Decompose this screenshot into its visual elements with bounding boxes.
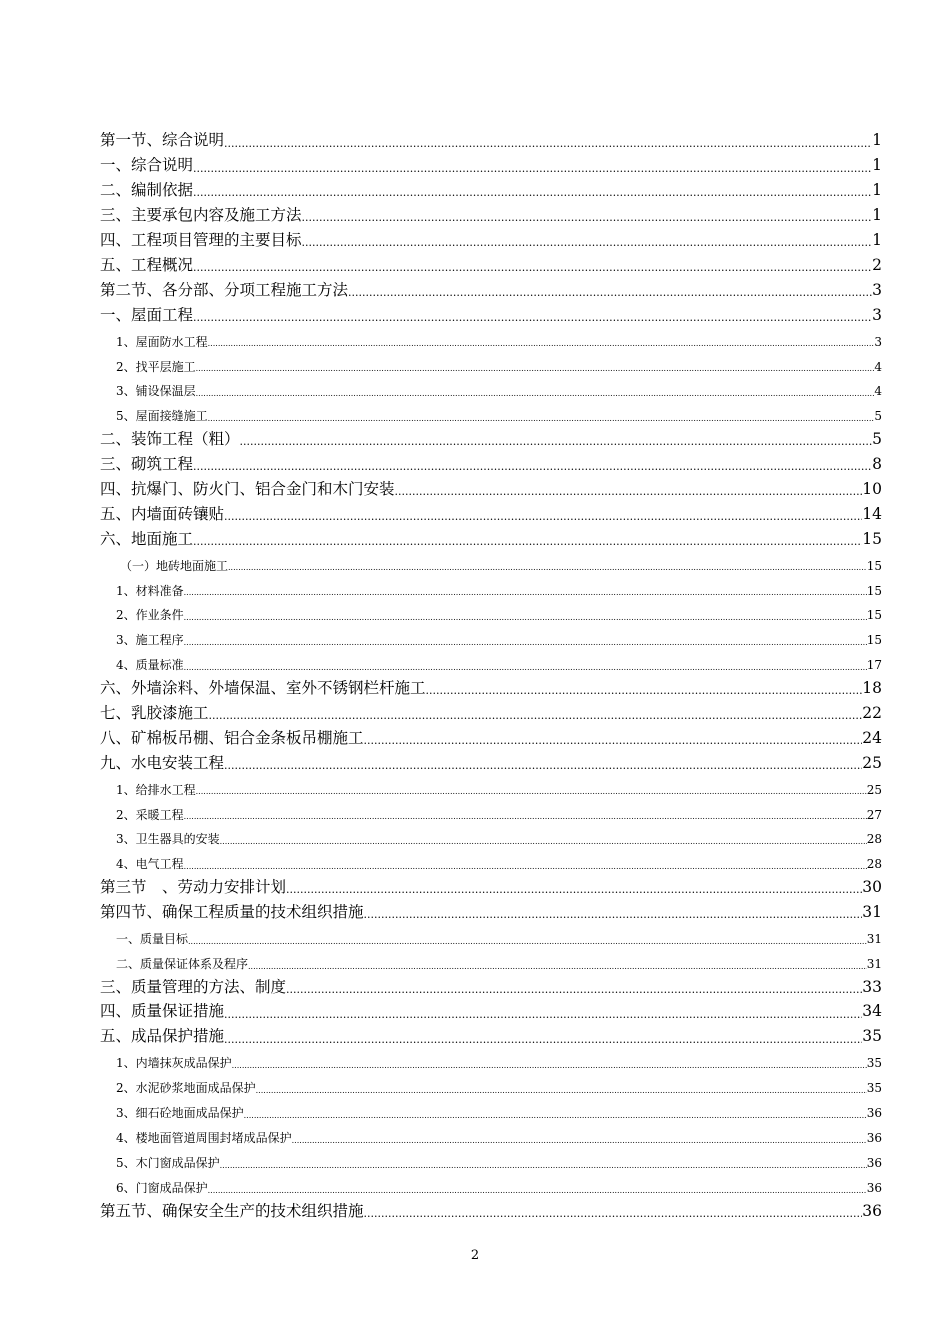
toc-entry[interactable]: [100, 1170, 882, 1195]
toc-entry[interactable]: [100, 1046, 882, 1071]
toc-entry-page: 15: [866, 558, 882, 573]
toc-entry-title: 1、屋面防水工程: [116, 334, 208, 349]
toc-dot-leader: [248, 962, 867, 972]
toc-dot-leader: [224, 759, 862, 772]
toc-entry[interactable]: [100, 648, 882, 673]
toc-entry-title: 1、内墙抹灰成品保护: [116, 1056, 232, 1071]
toc-dot-leader: [364, 1207, 863, 1220]
toc-dot-leader: [348, 286, 872, 299]
toc-dot-leader: [193, 311, 872, 324]
toc-entry-title: 4、电气工程: [116, 857, 184, 872]
toc-dot-leader: [208, 339, 875, 349]
toc-dot-leader: [286, 983, 862, 996]
toc-entry-title: 5、屋面接缝施工: [116, 409, 208, 424]
toc-entry[interactable]: [100, 1071, 882, 1096]
toc-entry-title: 六、外墙涂料、外墙保温、室外不锈钢栏杆施工: [100, 678, 426, 697]
toc-entry-title: 1、材料准备: [116, 583, 184, 598]
toc-entry-title: 三、主要承包内容及施工方法: [100, 205, 302, 224]
toc-entry-title: 六、地面施工: [100, 529, 194, 548]
toc-dot-leader: [292, 1136, 867, 1146]
toc-entry[interactable]: [100, 1096, 882, 1121]
toc-entry-title: 4、质量标准: [116, 658, 184, 673]
toc-entry[interactable]: [100, 473, 882, 498]
toc-entry-page: 36: [866, 1156, 882, 1171]
toc-entry-page: 15: [862, 529, 882, 548]
toc-entry-page: 35: [866, 1081, 882, 1096]
toc-entry-title: 五、成品保护措施: [100, 1027, 225, 1046]
toc-entry[interactable]: [100, 822, 882, 847]
toc-entry[interactable]: [100, 175, 882, 200]
toc-dot-leader: [184, 588, 867, 598]
toc-dot-leader: [395, 485, 863, 498]
toc-entry[interactable]: [100, 274, 882, 299]
toc-dot-leader: [193, 186, 872, 199]
toc-dot-leader: [208, 1186, 867, 1196]
toc-entry-page: 36: [866, 1131, 882, 1146]
toc-dot-leader: [426, 684, 863, 697]
toc-entry-page: 1: [872, 131, 882, 150]
toc-entry[interactable]: [100, 1195, 882, 1220]
toc-entry-page: 36: [866, 1180, 882, 1195]
toc-entry[interactable]: [100, 722, 882, 747]
toc-entry-title: 4、楼地面管道周围封堵成品保护: [116, 1131, 292, 1146]
toc-dot-leader: [193, 460, 872, 473]
toc-entry-title: 八、矿棉板吊棚、铝合金条板吊棚施工: [100, 728, 364, 747]
toc-entry-page: 31: [862, 902, 882, 921]
toc-dot-leader: [184, 812, 867, 822]
toc-dot-leader: [220, 837, 867, 847]
toc-dot-leader: [184, 663, 867, 673]
toc-entry-title: 四、抗爆门、防火门、铝合金门和木门安装: [100, 479, 395, 498]
toc-entry-title: 一、综合说明: [100, 156, 194, 175]
toc-entry[interactable]: [100, 797, 882, 822]
toc-entry-title: 三、质量管理的方法、制度: [100, 977, 287, 996]
toc-dot-leader: [193, 535, 862, 548]
toc-entry-title: 6、门窗成品保护: [116, 1180, 208, 1195]
toc-entry[interactable]: [100, 523, 882, 548]
toc-entry-page: 31: [866, 932, 882, 946]
toc-entry[interactable]: [100, 1121, 882, 1146]
toc-dot-leader: [220, 1161, 867, 1171]
toc-entry-title: 第五节、确保安全生产的技术组织措施: [100, 1201, 364, 1220]
toc-entry[interactable]: [100, 324, 882, 349]
toc-entry-title: 四、质量保证措施: [100, 1002, 225, 1021]
page-number: 2: [470, 1248, 480, 1263]
toc-entry-page: 4: [874, 359, 882, 374]
toc-dot-leader: [224, 510, 862, 523]
toc-entry[interactable]: [100, 598, 882, 623]
toc-dot-leader: [184, 613, 867, 623]
toc-entry[interactable]: [100, 1021, 882, 1046]
toc-entry-title: 第三节 、劳动力安排计划: [100, 878, 287, 897]
toc-entry-page: 1: [872, 156, 882, 175]
toc-entry-page: 25: [866, 782, 882, 797]
toc-entry-page: 3: [872, 280, 882, 299]
toc-entry[interactable]: [100, 125, 882, 150]
toc-dot-leader: [224, 1008, 862, 1021]
toc-entry[interactable]: [100, 374, 882, 399]
toc-entry[interactable]: [100, 349, 882, 374]
toc-dot-leader: [196, 364, 875, 374]
toc-entry[interactable]: [100, 747, 882, 772]
toc-entry[interactable]: [100, 200, 882, 225]
toc-entry-title: 四、工程项目管理的主要目标: [100, 230, 302, 249]
toc-dot-leader: [302, 211, 873, 224]
toc-entry-title: 第四节、确保工程质量的技术组织措施: [100, 902, 364, 921]
toc-entry[interactable]: [100, 922, 882, 947]
toc-entry[interactable]: [100, 697, 882, 722]
toc-entry-page: 30: [862, 878, 882, 897]
toc-entry[interactable]: [100, 623, 882, 648]
toc-dot-leader: [188, 937, 867, 947]
toc-entry-page: 1: [872, 230, 882, 249]
toc-dot-leader: [184, 862, 867, 872]
toc-entry-title: 2、采暖工程: [116, 807, 184, 822]
toc-dot-leader: [208, 414, 875, 424]
toc-entry[interactable]: [100, 225, 882, 250]
toc-entry-title: 一、屋面工程: [100, 305, 194, 324]
toc-entry[interactable]: [100, 996, 882, 1021]
toc-entry[interactable]: [100, 150, 882, 175]
toc-dot-leader: [364, 734, 863, 747]
toc-entry-title: 3、铺设保温层: [116, 384, 196, 399]
toc-entry-page: 28: [866, 857, 882, 872]
toc-dot-leader: [302, 236, 873, 249]
toc-dot-leader: [224, 137, 872, 150]
toc-entry-title: 2、作业条件: [116, 608, 184, 623]
toc-entry[interactable]: [100, 249, 882, 274]
toc-dot-leader: [224, 1033, 862, 1046]
toc-dot-leader: [240, 435, 873, 448]
toc-entry-title: 2、找平层施工: [116, 359, 196, 374]
toc-entry-title: 第二节、各分部、分项工程施工方法: [100, 280, 349, 299]
toc-entry-page: 5: [872, 429, 882, 448]
toc-entry-page: 1: [872, 205, 882, 224]
toc-entry-title: （一）地砖地面施工: [120, 558, 229, 573]
toc-entry[interactable]: [100, 772, 882, 797]
toc-dot-leader: [196, 787, 867, 797]
toc-dot-leader: [286, 883, 862, 896]
toc-entry-title: 五、工程概况: [100, 255, 194, 274]
toc-entry-title: 5、木门窗成品保护: [116, 1156, 220, 1171]
toc-entry-title: 二、编制依据: [100, 181, 194, 200]
toc-entry[interactable]: [100, 399, 882, 424]
toc-entry-page: 14: [862, 504, 882, 523]
toc-entry-page: 36: [862, 1201, 882, 1220]
toc-entry[interactable]: [100, 573, 882, 598]
toc-entry-page: 17: [866, 658, 882, 673]
toc-entry-page: 15: [866, 583, 882, 598]
toc-entry[interactable]: [100, 1146, 882, 1171]
toc-dot-leader: [228, 563, 867, 573]
toc-entry[interactable]: [100, 498, 882, 523]
toc-entry[interactable]: [100, 449, 882, 474]
toc-entry-title: 二、质量保证体系及程序: [116, 956, 249, 971]
toc-dot-leader: [232, 1061, 867, 1071]
toc-dot-leader: [193, 261, 872, 274]
toc-entry[interactable]: [100, 299, 882, 324]
toc-entry-page: 1: [872, 181, 882, 200]
toc-entry-title: 九、水电安装工程: [100, 753, 225, 772]
toc-dot-leader: [193, 162, 872, 175]
toc-entry-page: 33: [862, 977, 882, 996]
toc-entry[interactable]: [100, 424, 882, 449]
toc-entry-title: 二、装饰工程（粗）: [100, 429, 240, 448]
toc-entry-title: 3、细石砼地面成品保护: [116, 1106, 244, 1121]
toc-entry-title: 3、施工程序: [116, 633, 184, 648]
toc-entry[interactable]: [100, 847, 882, 872]
toc-entry[interactable]: [100, 548, 882, 573]
toc-entry[interactable]: [100, 872, 882, 897]
toc-dot-leader: [209, 709, 863, 722]
toc-entry-title: 2、水泥砂浆地面成品保护: [116, 1081, 256, 1096]
toc-entry-page: 18: [862, 678, 882, 697]
toc-entry[interactable]: [100, 971, 882, 996]
toc-entry[interactable]: [100, 673, 882, 698]
toc-entry-title: 一、质量目标: [116, 932, 189, 946]
toc-entry-page: 34: [862, 1002, 882, 1021]
toc-entry[interactable]: [100, 946, 882, 971]
toc-dot-leader: [244, 1111, 867, 1121]
toc-dot-leader: [196, 389, 875, 399]
toc-entry-page: 25: [862, 753, 882, 772]
toc-entry-page: 31: [866, 956, 882, 971]
toc-entry-title: 第一节、综合说明: [100, 131, 225, 150]
toc-entry-title: 3、卫生器具的安装: [116, 832, 220, 847]
toc-entry-page: 27: [866, 807, 882, 822]
toc-dot-leader: [364, 908, 863, 921]
toc-entry-page: 3: [872, 305, 882, 324]
toc-entry-title: 1、给排水工程: [116, 782, 196, 797]
toc-entry-page: 4: [874, 384, 882, 399]
toc-entry-page: 2: [872, 255, 882, 274]
toc-entry-page: 22: [862, 703, 882, 722]
toc-dot-leader: [256, 1086, 867, 1096]
toc-entry-title: 五、内墙面砖镶贴: [100, 504, 225, 523]
toc-entry[interactable]: [100, 897, 882, 922]
toc-entry-title: 三、砌筑工程: [100, 454, 194, 473]
toc-dot-leader: [184, 638, 867, 648]
toc-entry-page: 10: [862, 479, 882, 498]
toc-entry-page: 24: [862, 728, 882, 747]
toc-entry-page: 3: [874, 334, 882, 349]
toc-entry-page: 15: [866, 608, 882, 623]
toc-entry-page: 8: [872, 454, 882, 473]
table-of-contents: [100, 125, 882, 1220]
toc-entry-page: 36: [866, 1106, 882, 1121]
toc-entry-page: 28: [866, 832, 882, 847]
toc-entry-page: 35: [862, 1027, 882, 1046]
toc-entry-page: 5: [874, 409, 882, 424]
toc-entry-page: 35: [866, 1056, 882, 1071]
toc-entry-title: 七、乳胶漆施工: [100, 703, 209, 722]
toc-entry-page: 15: [866, 633, 882, 648]
